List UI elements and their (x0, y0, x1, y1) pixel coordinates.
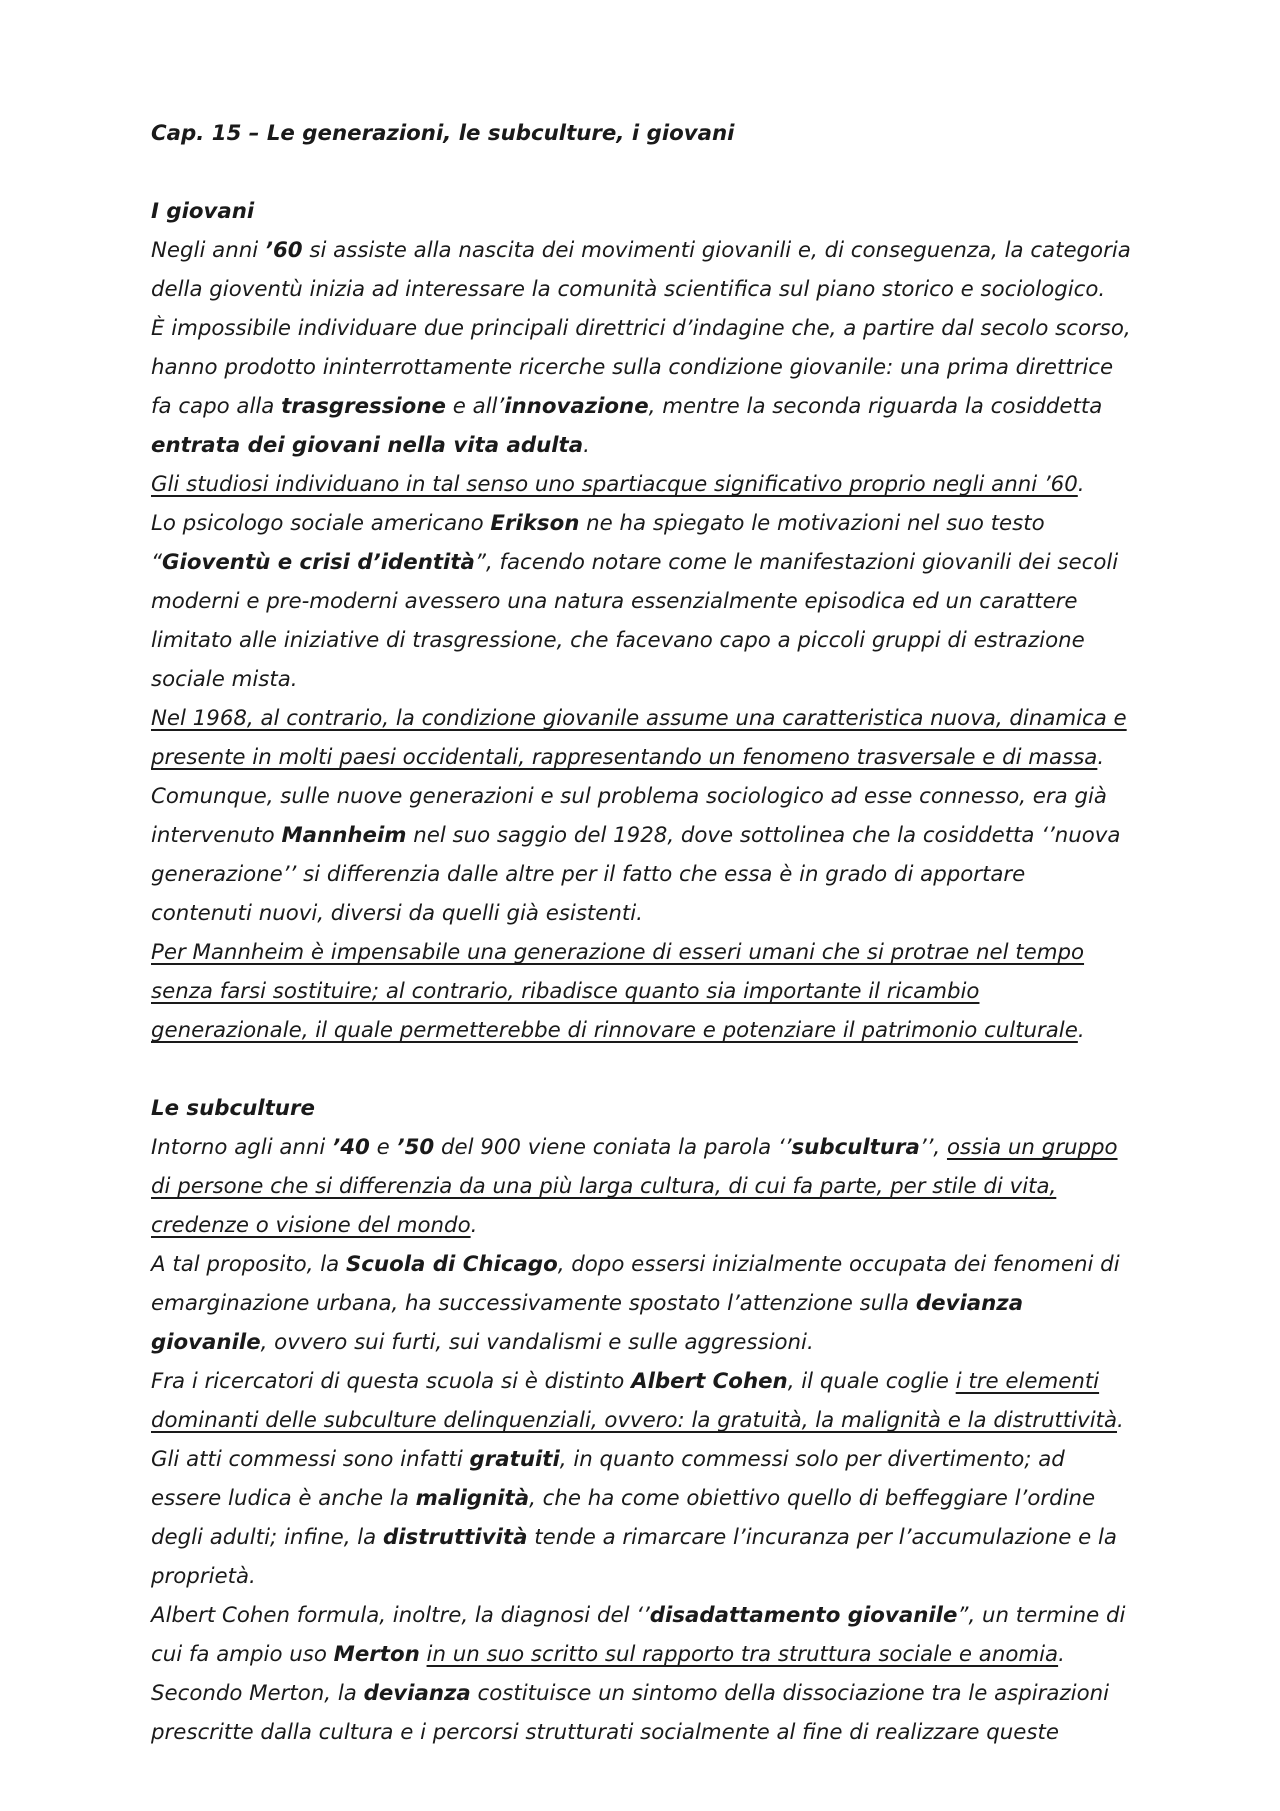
underlined-text: Per Mannheim è impensabile una generazione di esseri umani che si protrae nel tempo senza farsi sostituire; al contrario, ribadisce quanto sia importante il ricambio generazionale, il quale permetterebbe di rinnovare e potenziare il patrimonio culturale (151, 940, 1085, 1043)
underlined-text: ossia un gruppo di persone che si differenzia da una più larga cultura, di cui fa parte, per stile di vita, credenze o visione del mondo (151, 1135, 1118, 1238)
underlined-text: Nel 1968, al contrario, la condizione giovanile assume una caratteristica nuova, dinamica e presente in molti paesi occidentali, rappresentando un fenomeno trasversale e di massa (151, 706, 1127, 770)
section-heading-giovani: I giovani (151, 199, 255, 224)
chapter-title: Cap. 15 – Le generazioni, le subculture, i giovani (151, 121, 735, 146)
paragraph: Per Mannheim è impensabile una generazione di esseri umani che si protrae nel tempo senza farsi sostituire; al contrario, ribadisce quanto sia importante il ricambio generazionale, il quale permetterebbe di rinnovare e potenziare il patrimonio culturale. (151, 940, 1085, 1043)
paragraph: Secondo Merton, la devianza costituisce un sintomo della dissociazione tra le aspirazioni prescritte dalla cultura e i percorsi strutturati socialmente al fine di realizzare queste (151, 1681, 1110, 1745)
section-heading-subculture: Le subculture (151, 1096, 315, 1121)
paragraph: A tal proposito, la Scuola di Chicago, dopo essersi inizialmente occupata dei fenomeni di emarginazione urbana, ha successivamente spostato l’attenzione sulla devianza giovanile, ovvero sui furti, sui vandalismi e sulle aggressioni. (151, 1252, 1120, 1355)
underlined-text: Gli studiosi individuano in tal senso uno spartiacque significativo proprio negli anni ’60 (151, 472, 1078, 497)
paragraph: Fra i ricercatori di questa scuola si è distinto Albert Cohen, il quale coglie i tre elementi dominanti delle subculture delinquenziali, ovvero: la gratuità, la malignità e la distruttività. (151, 1369, 1124, 1433)
spacer (151, 1050, 1131, 1089)
underlined-text: in un suo scritto sul rapporto tra struttura sociale e anomia (426, 1642, 1059, 1667)
paragraph: Negli anni ’60 si assiste alla nascita dei movimenti giovanili e, di conseguenza, la categoria della gioventù inizia ad interessare la comunità scientifica sul piano storico e sociologico. (151, 238, 1131, 302)
paragraph: Gli atti commessi sono infatti gratuiti, in quanto commessi solo per divertimento; ad essere ludica è anche la malignità, che ha come obiettivo quello di beffeggiare l’ordine degli adulti; infine, la distruttività tende a rimarcare l’incuranza per l’accumulazione e la proprietà. (151, 1447, 1117, 1589)
underlined-text: i tre elementi dominanti delle subculture delinquenziali, ovvero: la gratuità, la malignità e la distruttività (151, 1369, 1118, 1433)
paragraph: Lo psicologo sociale americano Erikson ne ha spiegato le motivazioni nel suo testo “Gioventù e crisi d’identità”, facendo notare come le manifestazioni giovanili dei secoli moderni e pre-moderni avessero una natura essenzialmente episodica ed un carattere limitato alle iniziative di trasgressione, che facevano capo a piccoli gruppi di estrazione sociale mista. (151, 511, 1119, 692)
paragraph: È impossibile individuare due principali direttrici d’indagine che, a partire dal secolo scorso, hanno prodotto ininterrottamente ricerche sulla condizione giovanile: una prima direttrice fa capo alla trasgressione e all’innovazione, mentre la seconda riguarda la cosiddetta entrata dei giovani nella vita adulta. (151, 316, 1131, 458)
paragraph: Albert Cohen formula, inoltre, la diagnosi del ‘’disadattamento giovanile”, un termine di cui fa ampio uso Merton in un suo scritto sul rapporto tra struttura sociale e anomia. (151, 1603, 1126, 1667)
paragraph: Nel 1968, al contrario, la condizione giovanile assume una caratteristica nuova, dinamica e presente in molti paesi occidentali, rappresentando un fenomeno trasversale e di massa. (151, 706, 1127, 770)
paragraph: Intorno agli anni ’40 e ’50 del 900 viene coniata la parola ‘’subcultura’’, ossia un gruppo di persone che si differenzia da una più larga cultura, di cui fa parte, per stile di vita, credenze o visione del mondo. (151, 1135, 1118, 1238)
paragraph: Gli studiosi individuano in tal senso uno spartiacque significativo proprio negli anni ’60. (151, 472, 1085, 497)
text-column (151, 114, 1131, 1752)
paragraph: Comunque, sulle nuove generazioni e sul problema sociologico ad esse connesso, era già intervenuto Mannheim nel suo saggio del 1928, dove sottolinea che la cosiddetta ‘’nuova generazione’’ si differenzia dalle altre per il fatto che essa è in grado di apportare contenuti nuovi, diversi da quelli già esistenti. (151, 784, 1121, 926)
